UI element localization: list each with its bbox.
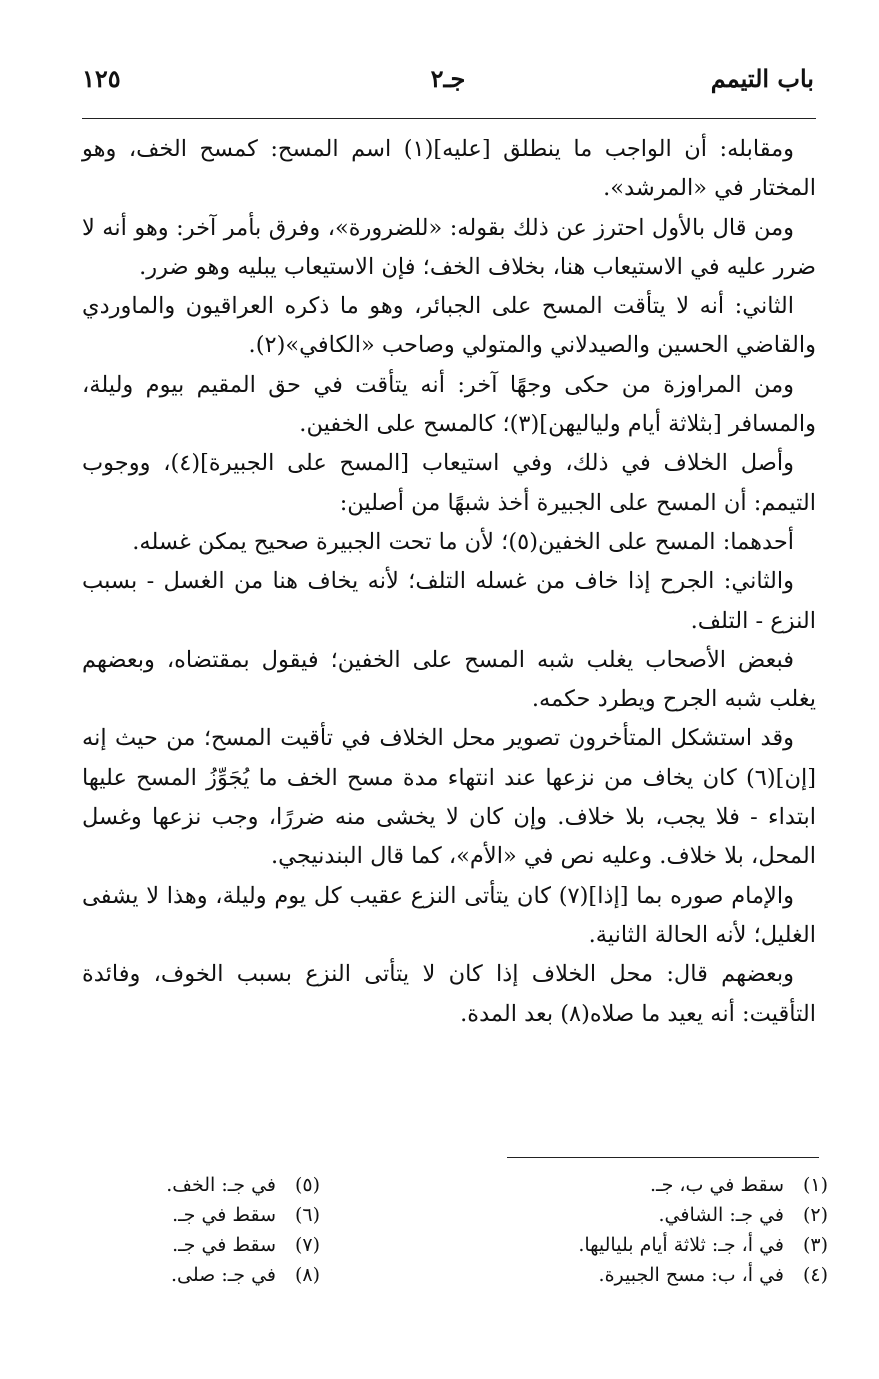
- paragraph: والثاني: الجرح إذا خاف من غسله التلف؛ لأنه يخاف هنا من الغسل - بسبب النزع - التلف.: [82, 568, 816, 634]
- paragraph: وقد استشكل المتأخرون تصوير محل الخلاف في تأقيت المسح؛ من حيث إنه [إن](٦) كان يخاف من نزعها عند انتهاء مدة مسح الخف ما يُجَوِّزُ المسح عليها ابتداء - فلا يجب، بلا خلاف. وإن كان لا يخشى منه ضررًا، وجب نزعها وغسل المحل، بلا خلاف. وعليه نص في «الأم»، كما قال البندنيجي.: [82, 725, 816, 870]
- footnotes: [100, 1170, 828, 1290]
- footnote-number: (٥): [294, 1174, 320, 1196]
- footnote: [100, 1200, 320, 1230]
- footnote-text: في جـ: الخف.: [166, 1174, 276, 1196]
- footnote-number: (٣): [802, 1234, 828, 1256]
- paragraph: الثاني: أنه لا يتأقت المسح على الجبائر، وهو ما ذكره العراقيون والماوردي والقاضي الحسين والصيدلاني والمتولي وصاحب «الكافي»(٢).: [82, 293, 816, 359]
- footnote-text: في جـ: صلى.: [170, 1264, 276, 1286]
- page-number: ١٢٥: [82, 64, 121, 93]
- running-header: [82, 58, 814, 108]
- footnote: [488, 1260, 828, 1290]
- footnote-column-second: [100, 1170, 320, 1290]
- footnote-divider: [507, 1157, 819, 1158]
- footnote-text: سقط في جـ.: [172, 1204, 276, 1226]
- footnote: [100, 1230, 320, 1260]
- footnote: [488, 1170, 828, 1200]
- footnote: [488, 1200, 828, 1230]
- footnote: [100, 1170, 320, 1200]
- footnote-number: (١): [802, 1174, 828, 1196]
- footnote-text: في جـ: الشافي.: [658, 1204, 784, 1226]
- paragraph: أحدهما: المسح على الخفين(٥)؛ لأن ما تحت الجبيرة صحيح يمكن غسله.: [132, 528, 794, 555]
- main-text: [82, 130, 816, 1034]
- footnote-number: (٨): [294, 1264, 320, 1286]
- footnote-number: (٢): [802, 1204, 828, 1226]
- footnote-number: (٤): [802, 1264, 828, 1286]
- paragraph: وأصل الخلاف في ذلك، وفي استيعاب [المسح على الجبيرة](٤)، ووجوب التيمم: أن المسح على الجبيرة أخذ شبهًا من أصلين:: [82, 450, 816, 516]
- footnote-text: في أ، ب: مسح الجبيرة.: [598, 1264, 784, 1286]
- footnote-text: سقط في ب، جـ.: [650, 1174, 784, 1196]
- footnote-text: في أ، جـ: ثلاثة أيام بلياليها.: [578, 1234, 784, 1256]
- header-divider: [82, 118, 816, 119]
- paragraph: ومن المراوزة من حكى وجهًا آخر: أنه يتأقت في حق المقيم بيوم وليلة، والمسافر [بثلاثة أيام ولياليهن](٣)؛ كالمسح على الخفين.: [82, 371, 816, 438]
- paragraph: والإمام صوره بما [إذا](٧) كان يتأتى النزع عقيب كل يوم وليلة، وهذا لا يشفى الغليل؛ لأنه الحالة الثانية.: [82, 882, 816, 948]
- footnote-number: (٧): [294, 1234, 320, 1256]
- chapter-title: باب التيمم: [710, 64, 814, 93]
- footnote: [488, 1230, 828, 1260]
- volume-label: جـ٢: [430, 64, 466, 93]
- paragraph: وبعضهم قال: محل الخلاف إذا كان لا يتأتى النزع بسبب الخوف، وفائدة التأقيت: أنه يعيد ما صلاه(٨) بعد المدة.: [82, 961, 816, 1027]
- footnote-number: (٦): [294, 1204, 320, 1226]
- paragraph: فبعض الأصحاب يغلب شبه المسح على الخفين؛ فيقول بمقتضاه، وبعضهم يغلب شبه الجرح ويطرد حكمه.: [82, 646, 816, 713]
- footnote-text: سقط في جـ.: [172, 1234, 276, 1256]
- paragraph: ومقابله: أن الواجب ما ينطلق [عليه](١) اسم المسح: كمسح الخف، وهو المختار في «المرشد».: [82, 136, 816, 202]
- footnote-column-first: [488, 1170, 828, 1290]
- paragraph: ومن قال بالأول احترز عن ذلك بقوله: «للضرورة»، وفرق بأمر آخر: وهو أنه لا ضرر عليه في الاستيعاب هنا، بخلاف الخف؛ فإن الاستيعاب يبليه وهو ضرر.: [82, 214, 816, 280]
- footnote: [100, 1260, 320, 1290]
